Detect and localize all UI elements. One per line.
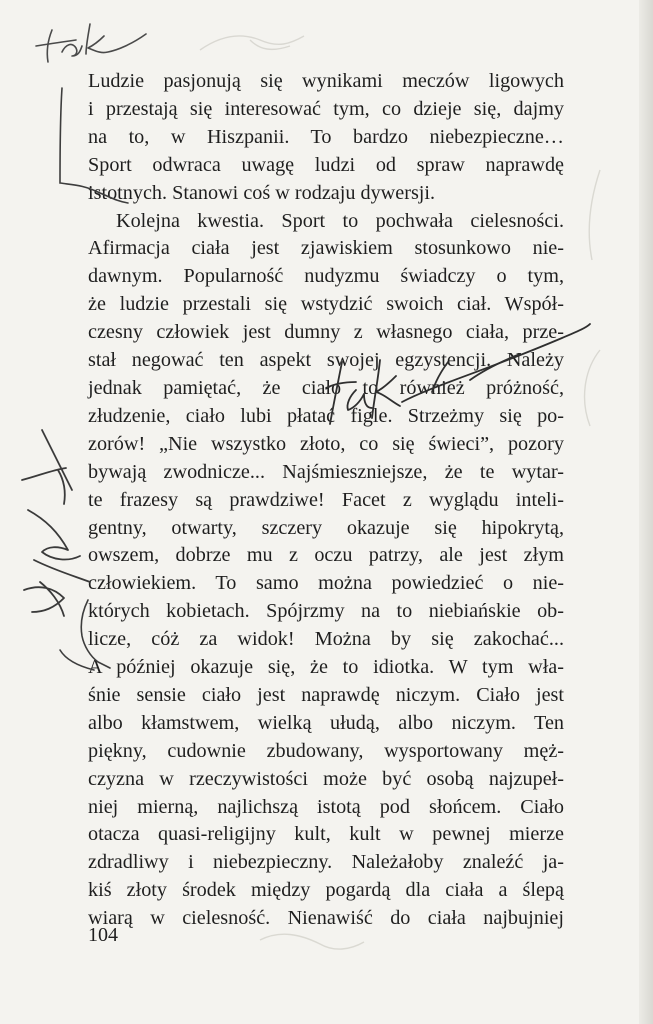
text-line: A później okazuje się, że to idiotka. W tym wła- [88, 656, 564, 679]
body-text [88, 68, 564, 933]
text-line: dawnym. Popularność nudyzmu świadczy o tym, [88, 265, 564, 288]
text-line: śnie sensie ciało jest naprawdę niczym. Ciało jest [88, 683, 564, 706]
text-line: i przestają się interesować tym, co dzieje się, dajmy [88, 97, 564, 120]
text-line: jednak pamiętać, że ciało to również próżność, [88, 376, 564, 399]
text-line: czesny człowiek jest dumny z własnego ciała, prze- [88, 321, 564, 344]
text-line: piękny, cudownie zbudowany, wysportowany męż- [88, 739, 564, 762]
text-line: kiś złoty środek między pogardą dla ciała a ślepą [88, 879, 564, 902]
text-line: na to, w Hiszpanii. To bardzo niebezpieczne… [88, 125, 564, 148]
text-line: licze, cóż za widok! Można by się zakochać... [88, 628, 564, 651]
text-line: że ludzie przestali się wstydzić swoich ciał. Współ- [88, 293, 564, 316]
text-line: gentny, otwarty, szczery okazuje się hipokrytą, [88, 516, 564, 539]
page-number: 104 [88, 924, 118, 946]
text-line: Sport odwraca uwagę ludzi od spraw naprawdę [88, 153, 564, 176]
text-line: złudzenie, ciało lubi płatać figle. Strzeżmy się po- [88, 404, 564, 427]
text-line: albo kłamstwem, wielką ułudą, albo niczym. Ten [88, 711, 564, 734]
page-edge [639, 0, 653, 1024]
text-line: otacza quasi-religijny kult, kult w pewnej mierze [88, 823, 564, 846]
text-line: wiarą w cielesność. Nienawiść do ciała najbujniej [88, 907, 564, 930]
text-line: stał negować ten aspekt swojej egzystencji. Należy [88, 349, 564, 372]
handwritten-tak-top [36, 24, 146, 62]
text-line: człowiekiem. To samo można powiedzieć o nie- [88, 572, 564, 595]
text-line: istotnych. Stanowi coś w rodzaju dywersji. [88, 181, 436, 204]
text-line: Ludzie pasjonują się wynikami meczów ligowych [88, 70, 564, 92]
handwritten-tak-margin [22, 430, 90, 616]
text-line: czyzna w rzeczywistości może być osobą najzupeł- [88, 767, 564, 790]
text-line: owszem, dobrze mu z oczu patrzy, ale jest złym [88, 544, 564, 567]
text-line: niej mierną, najlichszą istotą pod słońcem. Ciało [88, 795, 564, 818]
text-line: Kolejna kwestia. Sport to pochwała cielesności. [116, 209, 564, 232]
text-line: których kobietach. Spójrzmy na to niebiańskie ob- [88, 600, 564, 623]
text-line: zdradliwy i niebezpieczny. Należałoby znaleźć ja- [88, 851, 564, 874]
text-line: bywają zwodnicze... Najśmieszniejsze, że te wytar- [88, 460, 564, 483]
text-line: te frazesy są prawdziwe! Facet z wyglądu inteli- [88, 488, 564, 511]
text-line: zorów! „Nie wszystko złoto, co się świeci”, pozory [88, 432, 564, 455]
text-line: Afirmacja ciała jest zjawiskiem stosunkowo nie- [88, 237, 564, 260]
